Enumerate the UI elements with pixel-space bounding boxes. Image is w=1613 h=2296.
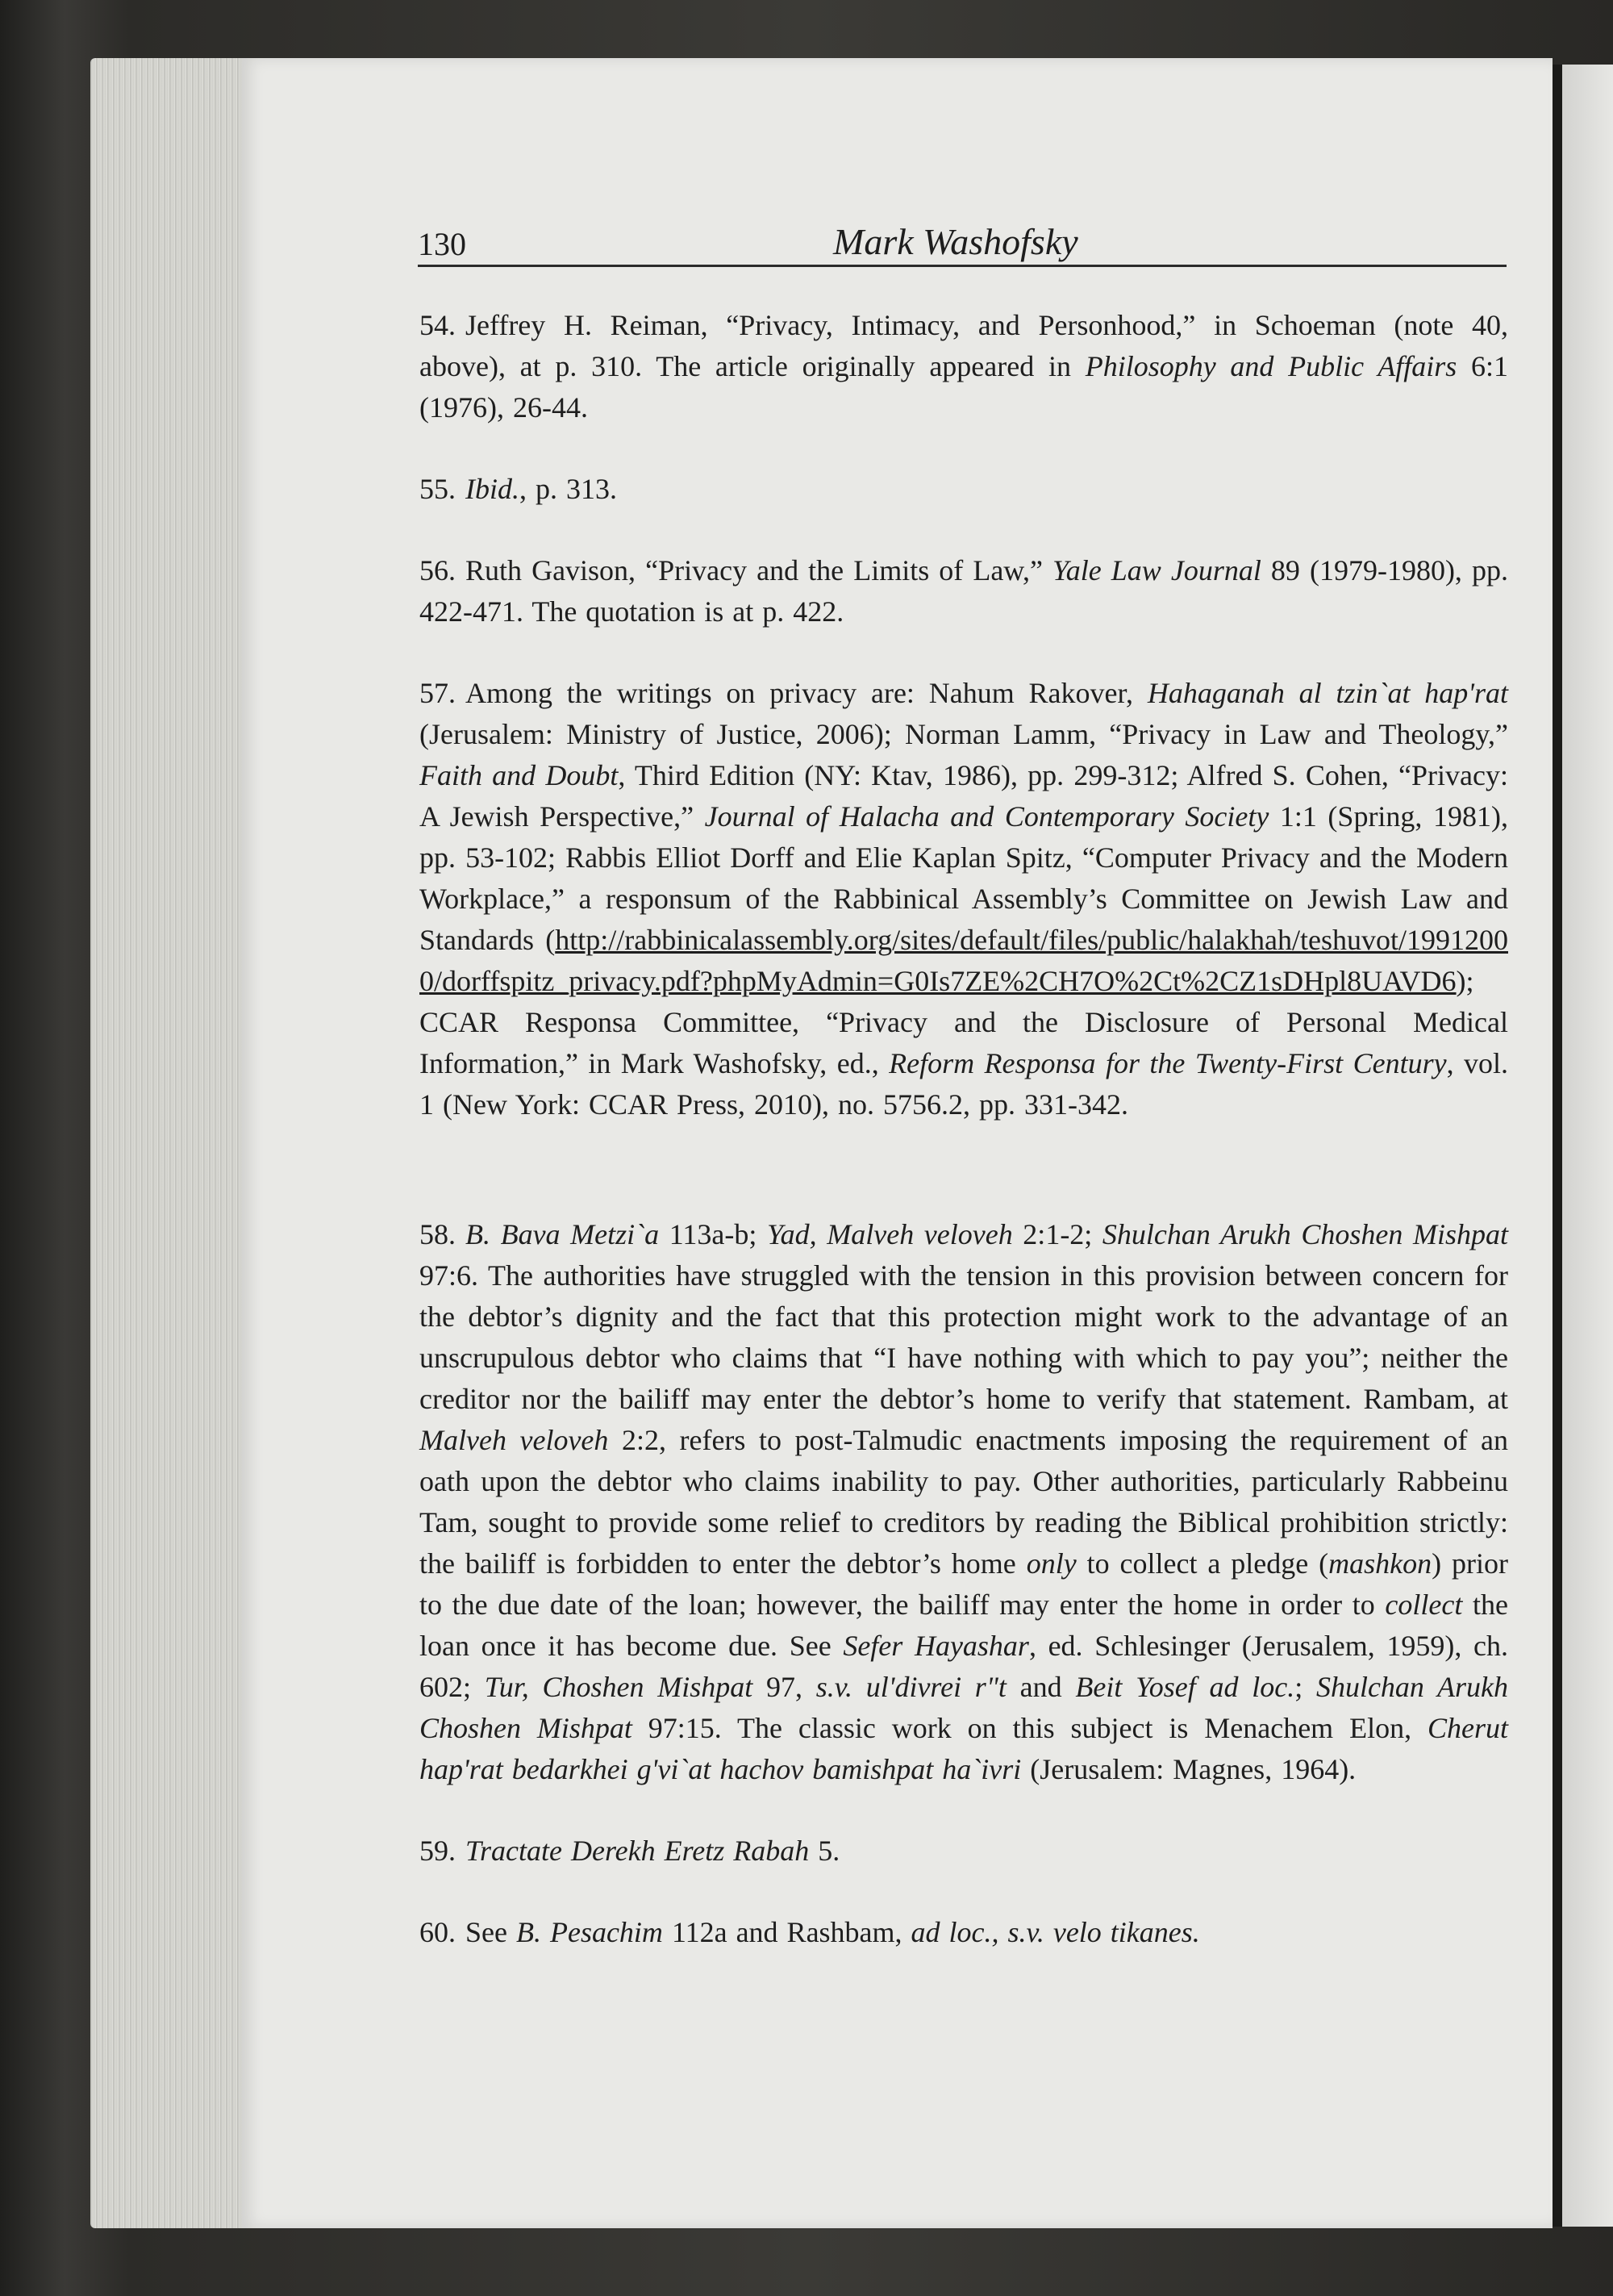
italic-title: Cherut hap'rat bedarkhei g'vi`at hachov bamishpat ha`ivri [419, 1712, 1508, 1785]
endnote-number: 59. [419, 1835, 456, 1867]
note-text: ) prior to the due date of the loan; however, the bailiff may enter the home in order to [419, 1547, 1509, 1621]
italic-title: Hahaganah al tzin`at hap'rat [1147, 677, 1509, 709]
italic-title: Faith and Doubt [419, 759, 619, 791]
note-text: 1:1 (Spring, 1981), pp. 53-102; Rabbis Elliot Dorff and Elie Kaplan Spitz, “Computer Privacy and the Modern Workplace,” a responsum of the Rabbinical Assembly’s Committee on Jewish Law and Standards ( [419, 800, 1508, 956]
note-text: 97:15. The classic work on this subject is Menachem Elon, [631, 1712, 1428, 1744]
note-text: ; [1294, 1671, 1316, 1703]
endnotes-list [419, 305, 1508, 1993]
italic-title: s.v. ul'divrei r"t [815, 1671, 1007, 1703]
italic-title: Yad, Malveh veloveh [766, 1218, 1013, 1250]
note-text: 89 (1979-1980), pp. 422-471. The quotation is at p. 422. [419, 554, 1508, 628]
italic-title: only [1026, 1547, 1077, 1580]
italic-title: Philosophy and Public Affairs [1085, 350, 1457, 382]
italic-title: B. Pesachim [515, 1916, 663, 1948]
endnote [419, 673, 1508, 1125]
note-text: 113a-b; [659, 1218, 767, 1250]
note-text: ); CCAR Responsa Committee, “Privacy and the Disclosure of Personal Medical Information,” in Mark Washofsky, ed., [419, 965, 1508, 1079]
italic-title: Beit Yosef ad loc. [1075, 1671, 1295, 1703]
note-text: 97:6. The authorities have struggled with the tension in this provision between concern for the debtor’s dignity and the fact that this protection might work to the advantage of an unscrupulous debtor who claims that “I have nothing with which to pay you”; neither the creditor nor the bailiff may enter the debtor’s home to verify that statement. Rambam, at [419, 1259, 1508, 1415]
page-edges [90, 58, 260, 2228]
note-text: , p. 313. [519, 473, 617, 505]
endnote [419, 550, 1508, 632]
italic-title: ad loc., s.v. velo tikanes. [911, 1916, 1200, 1948]
italic-title: Yale Law Journal [1052, 554, 1261, 587]
endnote [419, 469, 1508, 510]
note-text: to collect a pledge ( [1076, 1547, 1329, 1580]
note-text: Among the writings on privacy are: Nahum Rakover, [465, 677, 1148, 709]
running-head: Mark Washofsky [833, 221, 1078, 262]
page-header [418, 216, 1507, 267]
note-text: the loan once it has become due. See [419, 1588, 1508, 1662]
italic-title: Tractate Derekh Eretz Rabah [465, 1835, 810, 1867]
note-text: Jeffrey H. Reiman, “Privacy, Intimacy, and Personhood,” in Schoeman (note 40, above), at p. 310. The article originally appeared in [419, 309, 1508, 382]
endnote-number: 56. [419, 554, 456, 587]
italic-title: Reform Responsa for the Twenty-First Century [889, 1047, 1447, 1079]
endnote [419, 1912, 1508, 1953]
note-text: 112a and Rashbam, [662, 1916, 911, 1948]
note-text: , vol. 1 (New York: CCAR Press, 2010), no. 5756.2, pp. 331-342. [419, 1047, 1508, 1121]
note-text: Ruth Gavison, “Privacy and the Limits of Law,” [465, 554, 1052, 587]
url-link[interactable]: http://rabbinicalassembly.org/sites/default/files/public/halakhah/teshuvot/19912000/dorffspitz_privacy.pdf?phpMyAdmin=G0Is7ZE%2CH7O%2Ct%2CZ1sDHpl8UAVD6 [419, 924, 1508, 997]
page-gutter-shadow [1553, 65, 1562, 2227]
italic-title: mashkon [1328, 1547, 1432, 1580]
note-text: 6:1 (1976), 26-44. [419, 350, 1508, 424]
note-text: 2:2, refers to post-Talmudic enactments imposing the requirement of an oath upon the debtor who claims inability to pay. Other authorities, particularly Rabbeinu Tam, sought to provide some relief to creditors by reading the Biblical prohibition strictly: the bailiff is forbidden to enter the debtor’s home [419, 1424, 1508, 1580]
italic-title: Sefer Hayashar [843, 1630, 1029, 1662]
italic-title: Shulchan Arukh Choshen Mishpat [1102, 1218, 1508, 1250]
italic-title: Journal of Halacha and Contemporary Society [704, 800, 1269, 833]
note-text: and [1006, 1671, 1076, 1703]
note-text: , ed. Schlesinger (Jerusalem, 1959), ch. 602; [419, 1630, 1508, 1703]
endnote-number: 54. [419, 309, 456, 341]
note-text: (Jerusalem: Ministry of Justice, 2006); Norman Lamm, “Privacy in Law and Theology,” [419, 718, 1508, 750]
italic-title: Shulchan Arukh Choshen Mishpat [419, 1671, 1508, 1744]
note-text: (Jerusalem: Magnes, 1964). [1021, 1753, 1357, 1785]
note-text: See [465, 1916, 516, 1948]
italic-title: Tur, Choshen Mishpat [484, 1671, 753, 1703]
italic-title: Ibid. [465, 473, 519, 505]
endnote [419, 1831, 1508, 1872]
note-text: 97, [752, 1671, 816, 1703]
endnote [419, 1214, 1508, 1790]
endnote-number: 60. [419, 1916, 456, 1948]
endnote-number: 57. [419, 677, 456, 709]
endnote [419, 305, 1508, 428]
italic-title: Malveh veloveh [419, 1424, 609, 1456]
italic-title: collect [1385, 1588, 1463, 1621]
note-text: 2:1-2; [1012, 1218, 1102, 1250]
note-text: , Third Edition (NY: Ktav, 1986), pp. 299-312; Alfred S. Cohen, “Privacy: A Jewish Perspective,” [419, 759, 1508, 833]
endnote-number: 58. [419, 1218, 456, 1250]
note-text: 5. [809, 1835, 840, 1867]
page-number: 130 [418, 226, 466, 262]
endnote-number: 55. [419, 473, 456, 505]
italic-title: B. Bava Metzi`a [465, 1218, 660, 1250]
